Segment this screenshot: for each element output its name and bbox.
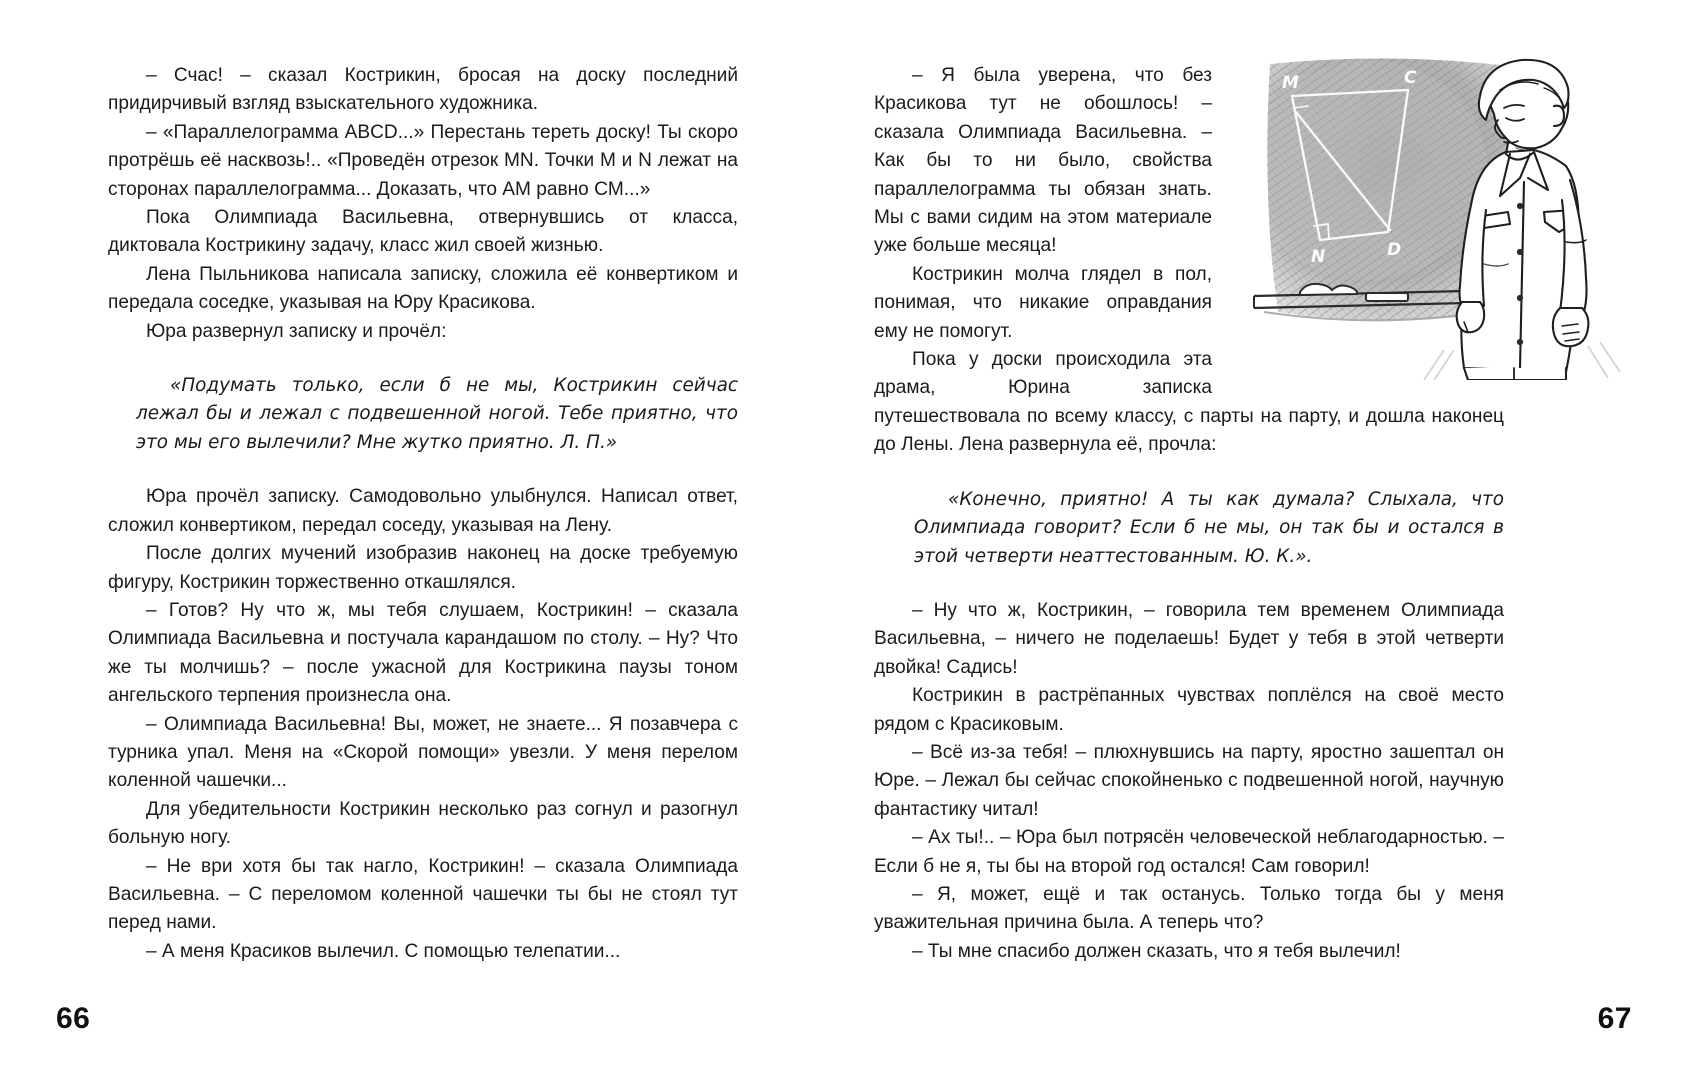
note-quote: «Подумать только, если б не мы, Кострикин сейчас лежал бы и лежал с подвешенной ногой. Тебе приятно, что это мы его вылечили? Мне жутко приятно. Л. П.» bbox=[136, 375, 738, 453]
paragraph: После долгих мучений изобразив наконец на доске требуемую фигуру, Кострикин торжественно откашлялся. bbox=[108, 543, 738, 593]
label-D: D bbox=[1387, 240, 1402, 260]
right-column-text bbox=[874, 62, 1504, 966]
paragraph: – Я была уверена, что без Красикова тут не обошлось! – сказала Олимпиада Васильевна. – Как бы то ни было, свойства параллелограмма ты обязан знать. Мы с вами сидим на этом материале уже больше месяца! bbox=[874, 65, 1212, 257]
paragraph: – Ах ты!.. – Юра был потрясён человеческой неблагодарностью. – Если б не я, ты бы на второй год остался! Сам говорил! bbox=[874, 827, 1504, 877]
label-M: M bbox=[1282, 73, 1299, 93]
paragraph: – А меня Красиков вылечил. С помощью телепатии... bbox=[146, 940, 621, 962]
paragraph: Кострикин молча глядел в пол, понимая, что никакие оправдания ему не помогут. bbox=[874, 263, 1212, 342]
paragraph: Пока у доски происходила эта драма, Юрина записка путешествовала по всему классу, с парты на парту, и дошла наконец до Лены. Лена развернула её, прочла: bbox=[874, 349, 1504, 456]
label-N: N bbox=[1311, 247, 1326, 267]
button bbox=[1517, 203, 1523, 209]
page-right bbox=[844, 0, 1688, 1080]
page-number-right: 67 bbox=[1597, 1002, 1632, 1035]
paragraph: Пока Олимпиада Васильевна, отвернувшись от класса, диктовала Кострикину задачу, класс жил своей жизнью. bbox=[108, 207, 738, 257]
paragraph: Лена Пыльникова написала записку, сложила её конвертиком и передала соседке, указывая на Юру Красикова. bbox=[108, 263, 738, 314]
paragraph: – Ну что ж, Кострикин, – говорила тем временем Олимпиада Васильевна, – ничего не поделаешь! Будет у тебя в этой четверти двойка! Садись! bbox=[874, 599, 1504, 678]
note-quote: «Конечно, приятно! А ты как думала? Слыхала, что Олимпиада говорит? Если б не мы, он так бы и остался в этой четверти неаттестованным. Ю. К.». bbox=[914, 488, 1504, 567]
label-C: C bbox=[1404, 68, 1417, 88]
paragraph: Кострикин в растрёпанных чувствах поплёлся на своё место рядом с Красиковым. bbox=[874, 685, 1504, 735]
paragraph: – Олимпиада Васильевна! Вы, может, не знаете... Я позавчера с турника упал. Меня на «Скорой помощи» увезли. У меня перелом коленной чашечки... bbox=[108, 713, 738, 792]
paragraph: Юра развернул записку и прочёл: bbox=[146, 320, 447, 342]
button bbox=[1517, 249, 1523, 255]
paragraph: – Не ври хотя бы так нагло, Кострикин! – сказала Олимпиада Васильевна. – С переломом коленной чашечки ты бы не стоял тут перед нами. bbox=[108, 855, 738, 934]
page-number-left: 66 bbox=[56, 1002, 91, 1035]
paragraph: – «Параллелограмма ABCD...» Перестань тереть доску! Ты скоро протрёшь её насквозь!.. «Проведён отрезок MN. Точки M и N лежат на сторонах параллелограмма... Доказать, что AM равно CM...» bbox=[108, 121, 738, 200]
paragraph: – Готов? Ну что ж, мы тебя слушаем, Кострикин! – сказала Олимпиада Васильевна и постучала карандашом по столу. – Ну? Что же ты молчишь? – после ужасной для Кострикина паузы тоном ангельского терпения произнесла она. bbox=[108, 599, 738, 707]
paragraph: – Ты мне спасибо должен сказать, что я тебя вылечил! bbox=[912, 940, 1401, 962]
paragraph: – Всё из-за тебя! – плюхнувшись на парту, яростно зашептал он Юре. – Лежал бы сейчас спокойненько с подвешенной ногой, научную фантастику читал! bbox=[874, 741, 1504, 820]
button bbox=[1517, 295, 1523, 301]
button bbox=[1517, 339, 1523, 345]
paragraph: Юра прочёл записку. Самодовольно улыбнулся. Написал ответ, сложил конвертиком, передал соседу, указывая на Лену. bbox=[108, 486, 738, 536]
ear bbox=[1554, 106, 1564, 126]
paragraph: – Я, может, ещё и так останусь. Только тогда бы у меня уважительная причина была. А теперь что? bbox=[874, 883, 1504, 934]
illustration-text-wrap-shim bbox=[1212, 62, 1504, 380]
paragraph: – Счас! – сказал Кострикин, бросая на доску последний придирчивый взгляд взыскательного художника. bbox=[108, 65, 738, 115]
left-column-text bbox=[108, 62, 738, 966]
paragraph: Для убедительности Кострикин несколько раз согнул и разогнул больную ногу. bbox=[108, 798, 738, 849]
